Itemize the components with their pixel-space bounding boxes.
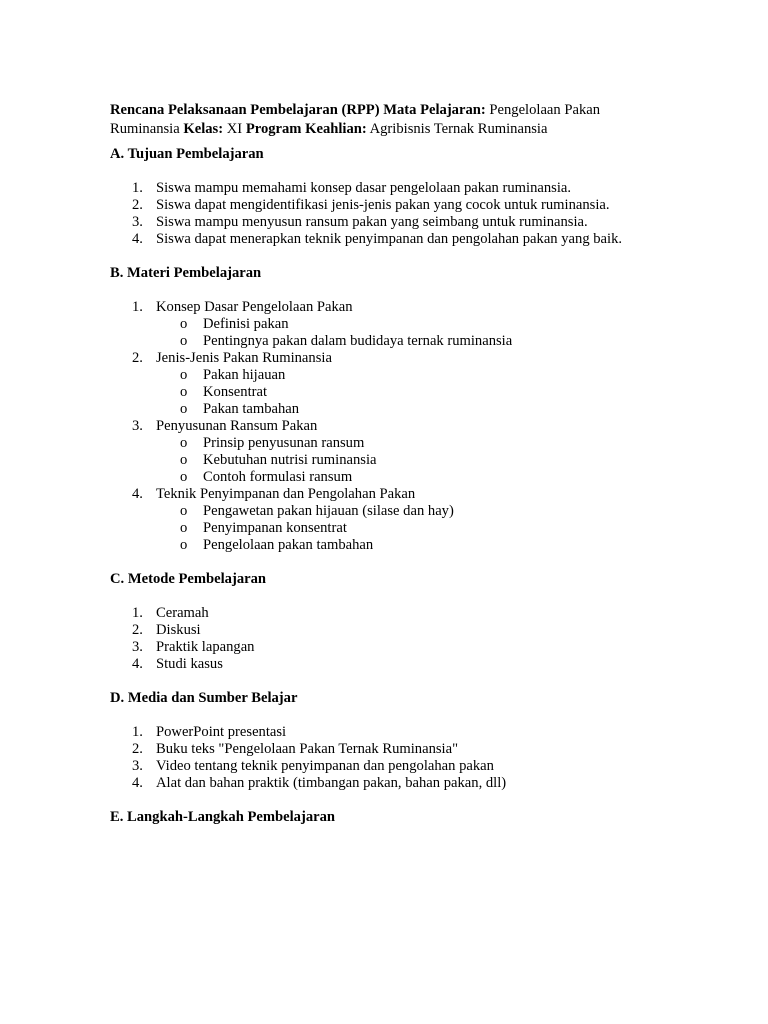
list-item	[110, 418, 630, 486]
bullet-o-icon: o	[180, 435, 188, 451]
list-item-text: Penyusunan Ransum Pakan	[156, 418, 318, 434]
sub-list-item	[156, 452, 630, 469]
sub-list-item	[156, 384, 630, 401]
list-item	[110, 197, 630, 214]
list-number: 3.	[132, 758, 143, 774]
list-item	[110, 758, 630, 775]
list-item-text: Jenis-Jenis Pakan Ruminansia	[156, 350, 332, 366]
section-title-e: E. Langkah-Langkah Pembelajaran	[110, 809, 336, 825]
sub-list-item	[156, 401, 630, 418]
sub-list	[156, 316, 630, 350]
list-item-text: Diskusi	[156, 622, 201, 638]
list-item-text: Siswa mampu menyusun ransum pakan yang seimbang untuk ruminansia.	[156, 214, 588, 230]
sub-item-text: Prinsip penyusunan ransum	[203, 435, 365, 451]
bullet-o-icon: o	[180, 333, 188, 349]
label-program-keahlian: Program Keahlian:	[245, 121, 367, 137]
list-item	[110, 231, 630, 248]
bullet-o-icon: o	[180, 520, 188, 536]
materi-list	[110, 299, 630, 554]
list-item-text: Siswa dapat mengidentifikasi jenis-jenis pakan yang cocok untuk ruminansia.	[156, 197, 610, 213]
list-item	[110, 775, 630, 792]
list-number: 4.	[132, 231, 143, 247]
list-item	[110, 350, 630, 418]
label-kelas: Kelas:	[183, 121, 224, 137]
list-number: 1.	[132, 605, 143, 621]
list-item	[110, 180, 630, 197]
list-number: 3.	[132, 639, 143, 655]
label-rpp: Rencana Pelaksanaan Pembelajaran (RPP) Mata Pelajaran:	[110, 102, 486, 118]
document-header	[110, 101, 630, 139]
list-item-text: Buku teks "Pengelolaan Pakan Ternak Ruminansia"	[156, 741, 459, 757]
sub-item-text: Kebutuhan nutrisi ruminansia	[203, 452, 377, 468]
list-item	[110, 639, 630, 656]
list-item	[110, 622, 630, 639]
list-item-text: PowerPoint presentasi	[156, 724, 287, 740]
sub-list	[156, 367, 630, 418]
sub-item-text: Pentingnya pakan dalam budidaya ternak ruminansia	[203, 333, 513, 349]
document-page	[110, 101, 630, 826]
sub-item-text: Pakan tambahan	[203, 401, 300, 417]
list-item-text: Studi kasus	[156, 656, 223, 672]
sub-list-item	[156, 469, 630, 486]
list-number: 1.	[132, 724, 143, 740]
bullet-o-icon: o	[180, 469, 188, 485]
list-number: 2.	[132, 622, 143, 638]
bullet-o-icon: o	[180, 503, 188, 519]
sub-item-text: Konsentrat	[203, 384, 268, 400]
sub-item-text: Contoh formulasi ransum	[203, 469, 353, 485]
media-list	[110, 724, 630, 792]
value-program-keahlian: Agribisnis Ternak Ruminansia	[366, 121, 548, 137]
sub-list-item	[156, 520, 630, 537]
tujuan-list	[110, 180, 630, 248]
list-number: 2.	[132, 350, 143, 366]
list-item-text: Video tentang teknik penyimpanan dan pengolahan pakan	[156, 758, 494, 774]
list-item-text: Siswa mampu memahami konsep dasar pengelolaan pakan ruminansia.	[156, 180, 571, 196]
sub-list-item	[156, 367, 630, 384]
list-item	[110, 724, 630, 741]
metode-list	[110, 605, 630, 673]
sub-list	[156, 503, 630, 554]
list-number: 1.	[132, 299, 143, 315]
list-item	[110, 605, 630, 622]
sub-list-item	[156, 316, 630, 333]
list-item	[110, 214, 630, 231]
bullet-o-icon: o	[180, 452, 188, 468]
list-number: 3.	[132, 418, 143, 434]
list-item	[110, 656, 630, 673]
list-item	[110, 299, 630, 350]
list-number: 4.	[132, 656, 143, 672]
sub-item-text: Definisi pakan	[203, 316, 289, 332]
sub-item-text: Pengelolaan pakan tambahan	[203, 537, 374, 553]
bullet-o-icon: o	[180, 401, 188, 417]
section-title-c: C. Metode Pembelajaran	[110, 571, 267, 587]
list-number: 2.	[132, 741, 143, 757]
sub-item-text: Pengawetan pakan hijauan (silase dan hay)	[203, 503, 454, 519]
sub-list-item	[156, 333, 630, 350]
list-number: 4.	[132, 775, 143, 791]
sub-item-text: Penyimpanan konsentrat	[203, 520, 347, 536]
bullet-o-icon: o	[180, 367, 188, 383]
list-number: 1.	[132, 180, 143, 196]
list-item-text: Teknik Penyimpanan dan Pengolahan Pakan	[156, 486, 416, 502]
value-mata-pelajaran: Pengelolaan Pakan Ruminansia	[110, 102, 601, 137]
bullet-o-icon: o	[180, 384, 188, 400]
section-title-b: B. Materi Pembelajaran	[110, 265, 262, 281]
bullet-o-icon: o	[180, 537, 188, 553]
list-number: 3.	[132, 214, 143, 230]
list-item-text: Siswa dapat menerapkan teknik penyimpanan dan pengolahan pakan yang baik.	[156, 231, 623, 247]
sub-list	[156, 435, 630, 486]
section-title-a: A. Tujuan Pembelajaran	[110, 146, 264, 162]
list-item-text: Konsep Dasar Pengelolaan Pakan	[156, 299, 353, 315]
sub-item-text: Pakan hijauan	[203, 367, 286, 383]
sub-list-item	[156, 435, 630, 452]
sub-list-item	[156, 537, 630, 554]
list-item-text: Alat dan bahan praktik (timbangan pakan, bahan pakan, dll)	[156, 775, 507, 791]
sub-list-item	[156, 503, 630, 520]
list-item	[110, 741, 630, 758]
bullet-o-icon: o	[180, 316, 188, 332]
value-kelas: XI	[223, 121, 246, 137]
list-number: 2.	[132, 197, 143, 213]
list-number: 4.	[132, 486, 143, 502]
section-title-d: D. Media dan Sumber Belajar	[110, 690, 298, 706]
list-item-text: Ceramah	[156, 605, 209, 621]
list-item	[110, 486, 630, 554]
list-item-text: Praktik lapangan	[156, 639, 255, 655]
